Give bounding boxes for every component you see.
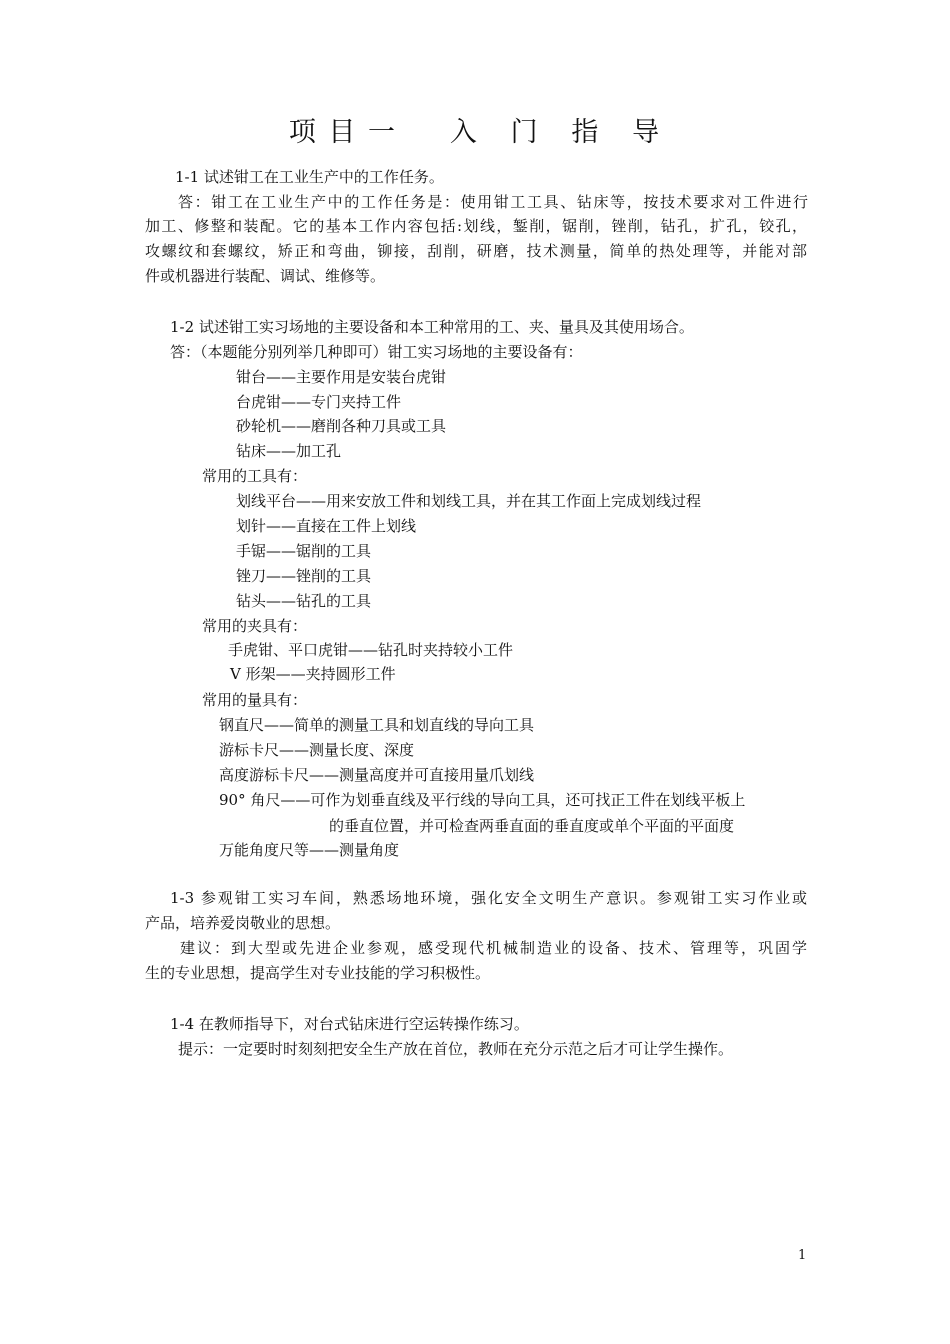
question-1-4: 1-4 在教师指导下，对台式钻床进行空运转操作练习。 [170,1015,529,1033]
tool-item: 划针——直接在工件上划线 [236,517,417,535]
gauge-item: 万能角度尺等——测量角度 [219,841,400,859]
hint-1-4: 提示：一定要时时刻刻把安全生产放在首位，教师在充分示范之后才可让学生操作。 [178,1040,734,1058]
gauge-item: 钢直尺——简单的测量工具和划直线的导向工具 [219,716,535,734]
gauge-item: 90° 角尺——可作为划垂直线及平行线的导向工具，还可找正工件在划线平板上 [219,791,746,809]
equipment-item: 钻床——加工孔 [236,442,342,460]
gauges-heading: 常用的量具有： [202,691,308,709]
clamp-item: V 形架——夹持圆形工件 [230,665,396,683]
clamps-heading: 常用的夹具有： [202,617,308,635]
answer-1-1-line-2: 加工、修整和装配。它的基本工作内容包括:划线，錾削，锯削，锉削，钻孔，扩孔，铰孔， [145,217,807,235]
clamp-item: 手虎钳、平口虎钳——钻孔时夹持较小工件 [228,641,514,659]
tools-heading: 常用的工具有： [202,467,308,485]
tool-item: 手锯——锯削的工具 [236,542,372,560]
suggestion-1-3-line-2: 生的专业思想，提高学生对专业技能的学习积极性。 [145,964,491,982]
question-1-3-line-2: 产品，培养爱岗敬业的思想。 [145,914,341,932]
question-1-1: 1-1 试述钳工在工业生产中的工作任务。 [175,168,444,186]
equipment-item: 砂轮机——磨削各种刀具或工具 [236,417,447,435]
gauge-item-continuation: 的垂直位置，并可检查两垂直面的垂直度或单个平面的平面度 [329,817,735,835]
equipment-item: 台虎钳——专门夹持工件 [236,393,402,411]
gauge-item: 游标卡尺——测量长度、深度 [219,741,415,759]
question-1-2: 1-2 试述钳工实习场地的主要设备和本工种常用的工、夹、量具及其使用场合。 [170,318,694,336]
page-number: 1 [798,1248,807,1263]
page-title: 项 目 一 入 门 指 导 [288,117,662,148]
answer-1-1-line-3: 攻螺纹和套螺纹，矫正和弯曲，铆接，刮削，研磨，技术测量，简单的热处理等，并能对部 [145,242,807,260]
gauge-item: 高度游标卡尺——测量高度并可直接用量爪划线 [219,766,535,784]
tool-item: 钻头——钻孔的工具 [236,592,372,610]
tool-item: 锉刀——锉削的工具 [236,567,372,585]
tool-item: 划线平台——用来安放工件和划线工具，并在其工作面上完成划线过程 [236,492,702,510]
question-1-3-line-1: 1-3 参观钳工实习车间，熟悉场地环境，强化安全文明生产意识。参观钳工实习作业或 [170,889,807,907]
answer-1-1-line-4: 件或机器进行装配、调试、维修等。 [145,267,386,285]
answer-1-1-line-1: 答：钳工在工业生产中的工作任务是：使用钳工工具、钻床等，按技术要求对工件进行 [178,193,808,211]
equipment-item: 钳台——主要作用是安装台虎钳 [236,368,447,386]
suggestion-1-3-line-1: 建议：到大型或先进企业参观，感受现代机械制造业的设备、技术、管理等，巩固学 [180,939,807,957]
answer-1-2-intro: 答：（本题能分别列举几种即可）钳工实习场地的主要设备有： [170,343,583,361]
